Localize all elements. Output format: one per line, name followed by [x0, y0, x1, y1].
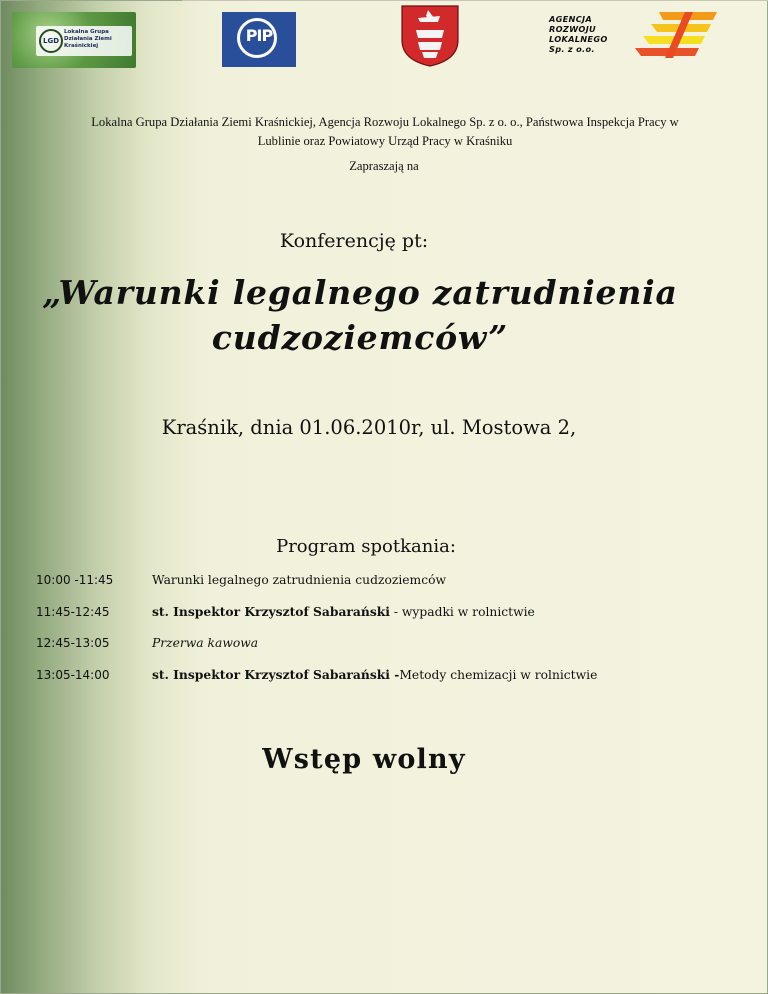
arl-line-4: Sp. z o.o. — [549, 44, 595, 54]
agenda-row — [36, 665, 686, 697]
agenda-time: 11:45-12:45 — [36, 604, 110, 619]
place-date: Kraśnik, dnia 01.06.2010r, ul. Mostowa 2, — [161, 416, 577, 439]
agenda-desc — [152, 602, 535, 622]
agenda — [36, 570, 686, 696]
arl-logo-text — [549, 14, 608, 54]
coat-of-arms-icon — [400, 4, 460, 68]
agenda-desc — [152, 633, 258, 653]
arl-line-3: LOKALNEGO — [549, 34, 608, 44]
top-divider — [182, 0, 768, 1]
agenda-topic: - wypadki w rolnictwie — [389, 604, 535, 619]
agenda-row — [36, 570, 686, 602]
lgd-logo — [12, 12, 136, 68]
arl-stripes-icon — [633, 12, 717, 58]
agenda-topic: Warunki legalnego zatrudnienia cudzoziemców — [152, 573, 447, 587]
conference-label: Konferencję pt: — [279, 230, 429, 252]
title-line-2: cudzoziemców” — [211, 318, 509, 357]
agenda-desc — [152, 665, 597, 685]
agenda-time: 13:05-14:00 — [36, 667, 110, 682]
lgd-badge — [36, 26, 132, 56]
program-label: Program spotkania: — [276, 536, 456, 557]
agenda-speaker: st. Inspektor Krzysztof Sabarański — [152, 603, 390, 619]
intro-text: Lokalna Grupa Działania Ziemi Kraśnickiej, Agencja Rozwoju Lokalnego Sp. z o. o., Państwowa Inspekcja Pracy w Lublinie oraz Powiatowy Urząd Pracy w Kraśniku — [91, 115, 679, 148]
conference-title — [20, 270, 700, 360]
agenda-time: 10:00 -11:45 — [36, 573, 114, 587]
invite-text: Zapraszają na — [349, 159, 419, 173]
agenda-time: 12:45-13:05 — [36, 636, 110, 650]
arl-line-2: ROZWOJU — [549, 24, 596, 34]
agenda-desc — [152, 570, 446, 590]
agenda-row — [36, 602, 686, 634]
pip-logo — [222, 12, 296, 67]
arl-logo — [545, 12, 717, 58]
agenda-row — [36, 633, 686, 665]
title-line-1: „Warunki legalnego zatrudnienia — [42, 273, 678, 312]
lgd-circle-label: LGD — [39, 29, 63, 53]
coat-of-arms-logo — [400, 4, 460, 68]
pip-logo-text: PIP — [245, 26, 273, 45]
arl-line-1: AGENCJA — [549, 14, 592, 24]
agenda-topic: Przerwa kawowa — [152, 636, 259, 650]
agenda-topic: Metody chemizacji w rolnictwie — [399, 667, 598, 682]
agenda-speaker: st. Inspektor Krzysztof Sabarański - — [152, 666, 400, 682]
lgd-logo-text: Lokalna Grupa Działania Ziemi Kraśnickiej — [64, 29, 112, 49]
free-entry: Wstęp wolny — [262, 744, 466, 775]
